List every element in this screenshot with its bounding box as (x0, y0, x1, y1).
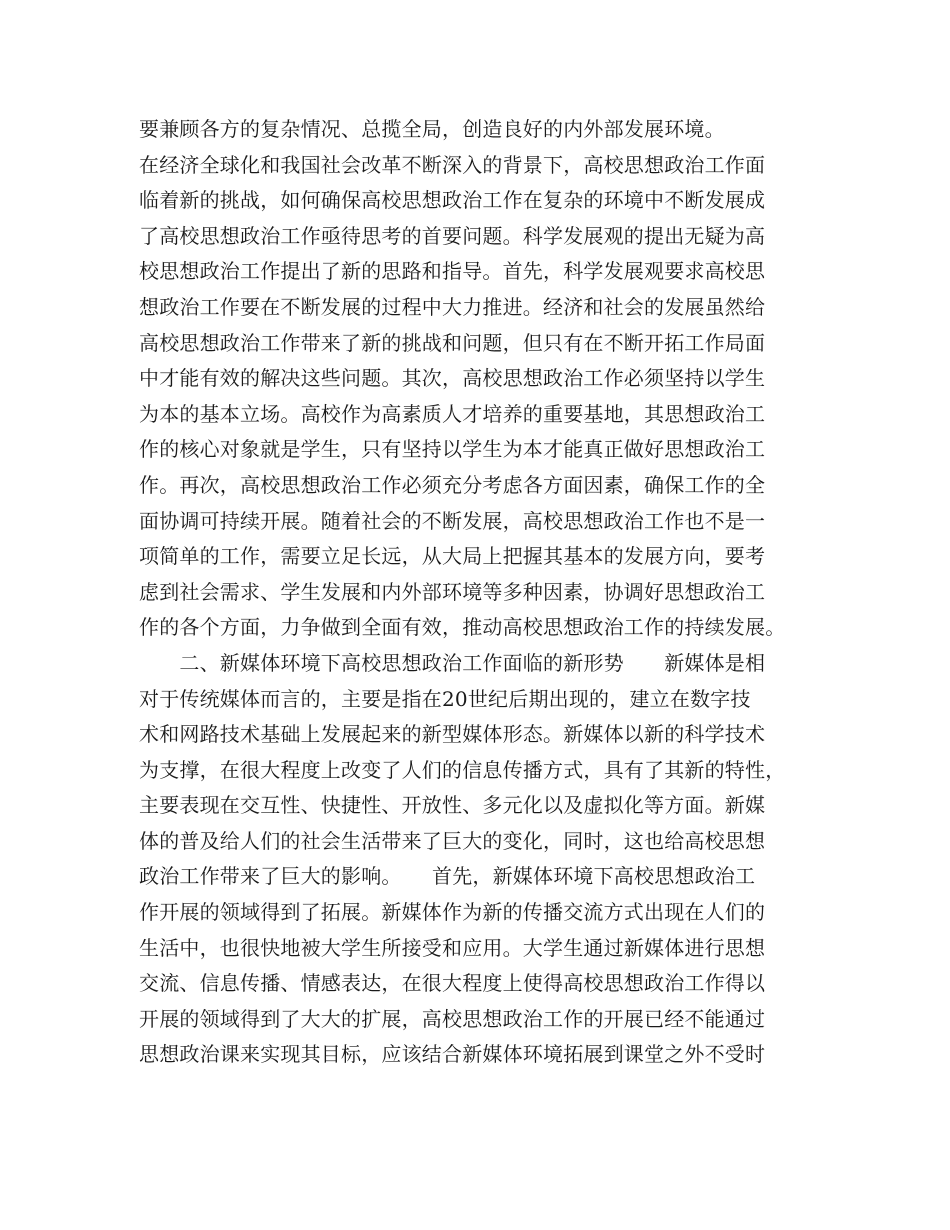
text-line: 临着新的挑战，如何确保高校思想政治工作在复杂的环境中不断发展成 (139, 188, 766, 213)
text-line: 思想政治课来实现其目标，应该结合新媒体环境拓展到课堂之外不受时 (139, 1042, 766, 1067)
text-line: 作开展的领域得到了拓展。新媒体作为新的传播交流方式出现在人们的 (139, 900, 766, 925)
text-line: 开展的领域得到了大大的扩展，高校思想政治工作的开展已经不能通过 (139, 1006, 766, 1031)
text-line: 对于传统媒体而言的，主要是指在20世纪后期出现的，建立在数字技 (139, 686, 751, 711)
text-line: 项简单的工作，需要立足长远，从大局上把握其基本的发展方向，要考 (139, 544, 766, 569)
text-line: 虑到社会需求、学生发展和内外部环境等多种因素，协调好思想政治工 (139, 579, 766, 604)
text-line: 政治工作带来了巨大的影响。 首先，新媒体环境下高校思想政治工 (139, 864, 756, 889)
text-line: 面协调可持续开展。随着社会的不断发展，高校思想政治工作也不是一 (139, 508, 766, 533)
text-line: 生活中，也很快地被大学生所接受和应用。大学生通过新媒体进行思想 (139, 935, 766, 960)
text-line: 为支撑，在很大程度上改变了人们的信息传播方式，具有了其新的特性， (139, 757, 786, 782)
section-heading-line: 二、新媒体环境下高校思想政治工作面临的新形势 新媒体是相 (139, 650, 766, 675)
text-line: 要兼顾各方的复杂情况、总揽全局，创造良好的内外部发展环境。 (139, 117, 725, 141)
text-line: 在经济全球化和我国社会改革不断深入的背景下，高校思想政治工作面 (139, 152, 766, 177)
text-line: 想政治工作要在不断发展的过程中大力推进。经济和社会的发展虽然给 (139, 294, 766, 319)
text-line: 交流、信息传播、情感表达，在很大程度上使得高校思想政治工作得以 (139, 971, 766, 996)
text-line: 校思想政治工作提出了新的思路和指导。首先，科学发展观要求高校思 (139, 259, 766, 284)
text-line: 为本的基本立场。高校作为高素质人才培养的重要基地，其思想政治工 (139, 401, 766, 426)
text-line: 主要表现在交互性、快捷性、开放性、多元化以及虚拟化等方面。新媒 (139, 793, 766, 818)
text-line: 术和网路技术基础上发展起来的新型媒体形态。新媒体以新的科学技术 (139, 722, 766, 747)
body-text (139, 112, 819, 1073)
text-line: 中才能有效的解决这些问题。其次，高校思想政治工作必须坚持以学生 (139, 366, 766, 391)
text-line: 作。再次，高校思想政治工作必须充分考虑各方面因素，确保工作的全 (139, 472, 766, 497)
text-line: 了高校思想政治工作亟待思考的首要问题。科学发展观的提出无疑为高 (139, 223, 766, 248)
text-line: 高校思想政治工作带来了新的挑战和问题，但只有在不断开拓工作局面 (139, 330, 766, 355)
text-line: 体的普及给人们的社会生活带来了巨大的变化，同时，这也给高校思想 (139, 828, 766, 853)
text-line: 作的核心对象就是学生，只有坚持以学生为本才能真正做好思想政治工 (139, 437, 766, 462)
text-line: 作的各个方面，力争做到全面有效，推动高校思想政治工作的持续发展。 (139, 615, 786, 640)
